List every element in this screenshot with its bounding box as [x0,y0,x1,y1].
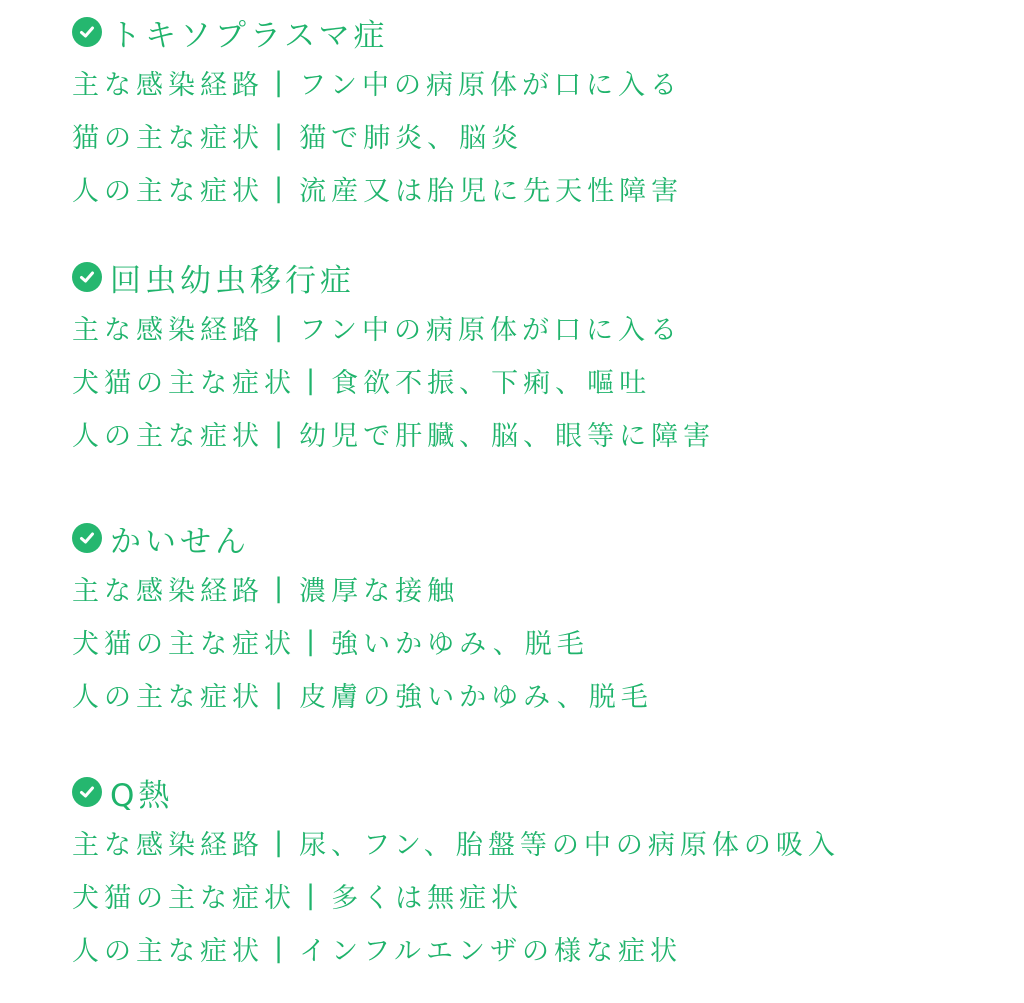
row-label: 人の主な症状 [72,936,264,967]
info-row-route [72,301,1012,354]
section-heading [72,514,1012,562]
row-value: 猫で肺炎、脳炎 [299,123,524,154]
info-row-route [72,56,1012,109]
row-value: 流産又は胎児に先天性障害 [299,176,684,207]
info-row-human-symptoms [72,407,1012,460]
section-roundworm [72,253,1012,460]
row-value: 濃厚な接触 [299,576,460,607]
section-title: トキソプラスマ症 [110,17,389,54]
row-label: 人の主な症状 [72,682,264,713]
row-value: 強いかゆみ、脱毛 [331,629,589,660]
check-circle-icon [72,523,102,553]
check-circle-icon [72,777,102,807]
info-row-human-symptoms [72,668,1012,721]
row-label: 主な感染経路 [72,576,264,607]
row-separator: | [306,626,316,657]
row-label: 人の主な症状 [72,421,264,452]
row-separator: | [274,827,284,858]
row-value: 尿、フン、胎盤等の中の病原体の吸入 [299,830,840,861]
check-circle-icon [72,17,102,47]
section-title: 回虫幼虫移行症 [110,262,355,299]
row-separator: | [306,365,316,396]
row-label: 猫の主な症状 [72,123,264,154]
row-separator: | [274,573,284,604]
row-label: 犬猫の主な症状 [72,629,296,660]
section-title: かいせん [110,523,250,560]
section-q-fever [72,768,1012,975]
section-title: Q熱 [110,777,174,814]
check-circle-icon [72,262,102,292]
info-row-animal-symptoms [72,109,1012,162]
row-separator: | [274,120,284,151]
row-label: 犬猫の主な症状 [72,883,296,914]
info-row-human-symptoms [72,922,1012,975]
row-separator: | [274,173,284,204]
info-row-animal-symptoms [72,869,1012,922]
row-value: 幼児で肝臓、脳、眼等に障害 [299,421,716,452]
row-value: インフルエンザの様な症状 [299,936,683,967]
section-heading [72,253,1012,301]
section-scabies [72,514,1012,721]
row-label: 主な感染経路 [72,830,264,861]
info-row-human-symptoms [72,162,1012,215]
row-separator: | [274,67,284,98]
row-separator: | [274,933,284,964]
info-row-route [72,562,1012,615]
row-label: 犬猫の主な症状 [72,368,296,399]
row-separator: | [274,679,284,710]
row-separator: | [306,880,316,911]
row-separator: | [274,312,284,343]
row-label: 人の主な症状 [72,176,264,207]
section-toxoplasmosis [72,8,1012,215]
row-value: フン中の病原体が口に入る [299,70,683,101]
row-value: 皮膚の強いかゆみ、脱毛 [299,682,653,713]
section-heading [72,8,1012,56]
row-value: フン中の病原体が口に入る [299,315,683,346]
row-value: 多くは無症状 [331,883,524,914]
row-value: 食欲不振、下痢、嘔吐 [331,368,652,399]
info-row-animal-symptoms [72,615,1012,668]
row-separator: | [274,418,284,449]
row-label: 主な感染経路 [72,70,264,101]
section-heading [72,768,1012,816]
info-row-route [72,816,1012,869]
row-label: 主な感染経路 [72,315,264,346]
info-row-animal-symptoms [72,354,1012,407]
